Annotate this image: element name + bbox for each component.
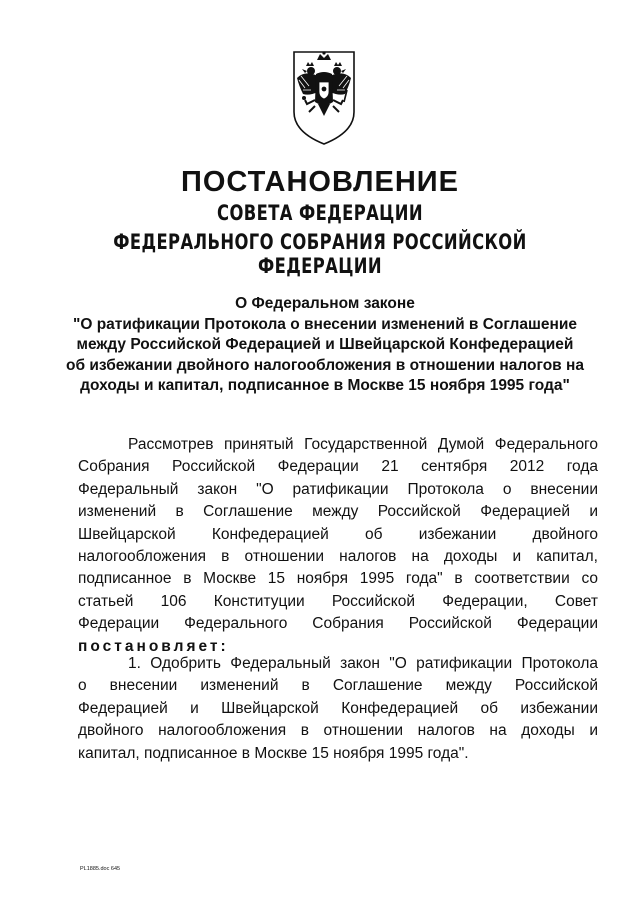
paragraph-line: двойного налогообложения в отношении налогов на доходы и [78, 722, 598, 740]
decision-word: постановляет: [78, 637, 229, 655]
paragraph-line: Рассмотрев принятый Государственной Думой Федерального [128, 436, 598, 453]
law-heading-line: между Российской Федерацией и Швейцарской Конфедерацией [76, 336, 574, 354]
coat-of-arms-icon [291, 50, 357, 146]
issuer-line-1: СОВЕТА ФЕДЕРАЦИИ [217, 201, 423, 225]
paragraph-line: налогообложения в отношении налогов на доходы и капитал, [78, 548, 598, 566]
paragraph-line: статьей 106 Конституции Российской Федерации, Совет [78, 592, 598, 610]
law-heading-line: "О ратификации Протокола о внесении изменений в Соглашение [72, 315, 577, 333]
paragraph-line: Федерации Федерального Собрания Российской Федерации [78, 615, 598, 633]
paragraph-line: Федеральный закон "О ратификации Протокола о внесении [78, 480, 598, 498]
law-heading-line: об избежании двойного налогообложения в отношении налогов на [66, 356, 584, 374]
paragraph-line: подписанное в Москве 15 ноября 1995 года" в соответствии со [78, 570, 598, 588]
paragraph-line: 1. Одобрить Федеральный закон "О ратификации Протокола [128, 655, 598, 672]
law-heading [40, 294, 610, 397]
law-heading-line: доходы и капитал, подписанное в Москве 15 ноября 1995 года" [80, 377, 570, 395]
paragraph-line: Федерацией и Швейцарской Конфедерацией об избежании [78, 699, 598, 717]
paragraph-line: Собрания Российской Федерации 21 сентября 2012 года [78, 458, 598, 476]
file-reference: PL1885.doc 645 [80, 866, 121, 872]
paragraph-line: о внесении изменений в Соглашение между Российской [78, 677, 598, 695]
document-title: ПОСТАНОВЛЕНИЕ [181, 166, 459, 198]
paragraph-line: изменений в Соглашение между Российской Федерацией и [78, 503, 598, 521]
body-paragraph-1 [78, 434, 598, 658]
paragraph-line: капитал, подписанное в Москве 15 ноября 1995 года". [78, 744, 469, 762]
issuer-line-2: ФЕДЕРАЛЬНОГО СОБРАНИЯ РОССИЙСКОЙ ФЕДЕРАЦИИ [113, 230, 527, 278]
body-paragraph-2 [78, 653, 598, 765]
paragraph-line: Швейцарской Конфедерацией об избежании двойного [78, 525, 598, 543]
law-heading-line: О Федеральном законе [235, 295, 415, 312]
